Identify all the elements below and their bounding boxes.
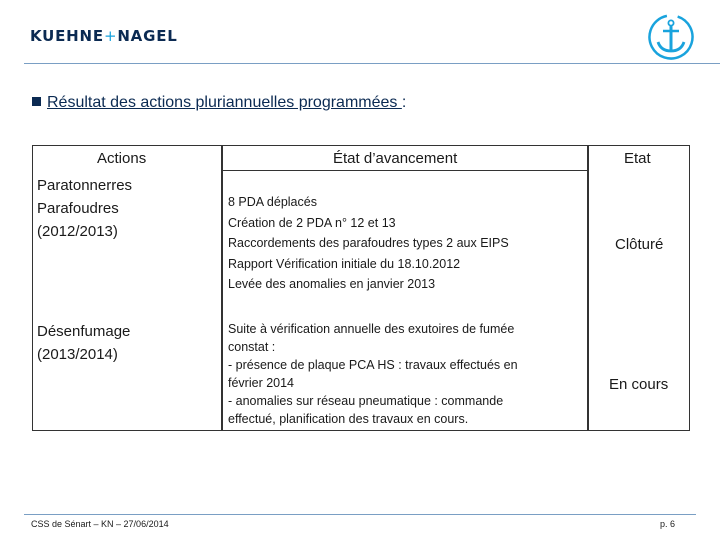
slide-title bbox=[32, 94, 406, 112]
row2-action bbox=[37, 320, 130, 366]
logo-plus: + bbox=[103, 27, 118, 45]
row1-status: Clôturé bbox=[615, 236, 664, 253]
header-divider bbox=[24, 63, 720, 64]
row2-progress bbox=[228, 320, 568, 428]
row1-progress-line: Raccordements des parafoudres types 2 aux EIPS bbox=[228, 236, 509, 250]
row2-progress-line: constat : bbox=[228, 340, 276, 354]
anchor-logo-icon bbox=[648, 14, 694, 60]
title-bullet bbox=[32, 97, 41, 106]
slide-title-text: Résultat des actions pluriannuelles programmées bbox=[47, 94, 402, 111]
row1-progress-line: Création de 2 PDA n° 12 et 13 bbox=[228, 215, 396, 230]
footer-divider bbox=[24, 514, 696, 515]
footer-source: CSS de Sénart – KN – 27/06/2014 bbox=[31, 519, 169, 529]
row1-action-line: Paratonnerres bbox=[37, 177, 133, 194]
header-status: Etat bbox=[624, 150, 651, 167]
row1-action bbox=[37, 174, 132, 243]
row2-action-line: Désenfumage bbox=[37, 323, 131, 340]
brand-logo bbox=[30, 27, 178, 45]
row2-progress-line: - anomalies sur réseau pneumatique : commande bbox=[228, 394, 504, 408]
row1-progress bbox=[228, 192, 568, 295]
logo-word-left: KUEHNE bbox=[30, 27, 104, 45]
row1-progress-line: 8 PDA déplacés bbox=[228, 195, 317, 209]
header-actions: Actions bbox=[97, 150, 147, 167]
page-number: p. 6 bbox=[660, 519, 676, 529]
row1-action-line: (2012/2013) bbox=[37, 223, 118, 240]
row2-progress-line: - présence de plaque PCA HS : travaux effectués en bbox=[228, 358, 518, 372]
header-progress: État d’avancement bbox=[333, 150, 458, 167]
row1-progress-line: Levée des anomalies en janvier 2013 bbox=[228, 277, 436, 291]
row2-progress-line: Suite à vérification annuelle des exutoires de fumée bbox=[228, 322, 515, 336]
row2-progress-line: effectué, planification des travaux en cours. bbox=[228, 412, 469, 426]
slide-title-suffix: : bbox=[401, 94, 407, 111]
logo-word-right: NAGEL bbox=[117, 27, 178, 45]
row2-action-line: (2013/2014) bbox=[37, 346, 118, 363]
row1-action-line: Parafoudres bbox=[37, 200, 119, 217]
row1-progress-line: Rapport Vérification initiale du 18.10.2012 bbox=[228, 256, 461, 271]
row2-status: En cours bbox=[609, 376, 669, 393]
row2-progress-line: février 2014 bbox=[228, 376, 295, 390]
